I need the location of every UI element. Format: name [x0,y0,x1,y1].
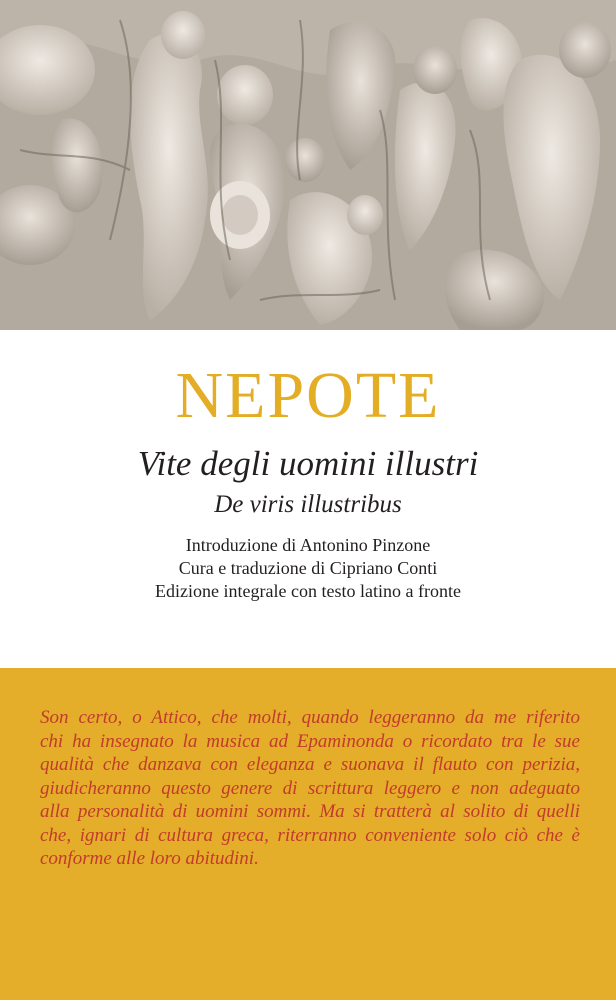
quote-line: giudicheranno questo genere di scrittura leggero e non adeguato [40,777,580,799]
quote-line: Son certo, o Attico, che molti, quando leggeranno da me riferito [40,707,580,728]
author-name: NEPOTE [175,359,441,432]
quote-line: chi ha insegnato la musica ad Epaminonda o ricordato tra le sue [40,730,580,752]
quote-band [0,668,616,1000]
relief-illustration [0,0,616,330]
title-block [0,330,616,668]
credit-edition: Edizione integrale con testo latino a fronte [155,581,461,601]
credits [0,534,616,603]
latin-title: De viris illustribus [214,491,402,518]
quote-line: qualità che danzava con eleganza e suonava il flauto con perizia, [40,754,580,775]
cover-quote [40,706,580,871]
quote-line: che, ignari di cultura greca, riterranno conveniente solo ciò che è [40,824,580,846]
cover-artwork-relief [0,0,616,330]
quote-line: alla personalità di uomini sommi. Ma si tratterà al solito di quelli [40,801,580,822]
credit-introduction: Introduzione di Antonino Pinzone [185,535,431,555]
quote-line: conforme alle loro abitudini. [40,848,259,869]
book-title: Vite degli uomini illustri [137,444,479,483]
credit-translation: Cura e traduzione di Cipriano Conti [178,558,438,578]
